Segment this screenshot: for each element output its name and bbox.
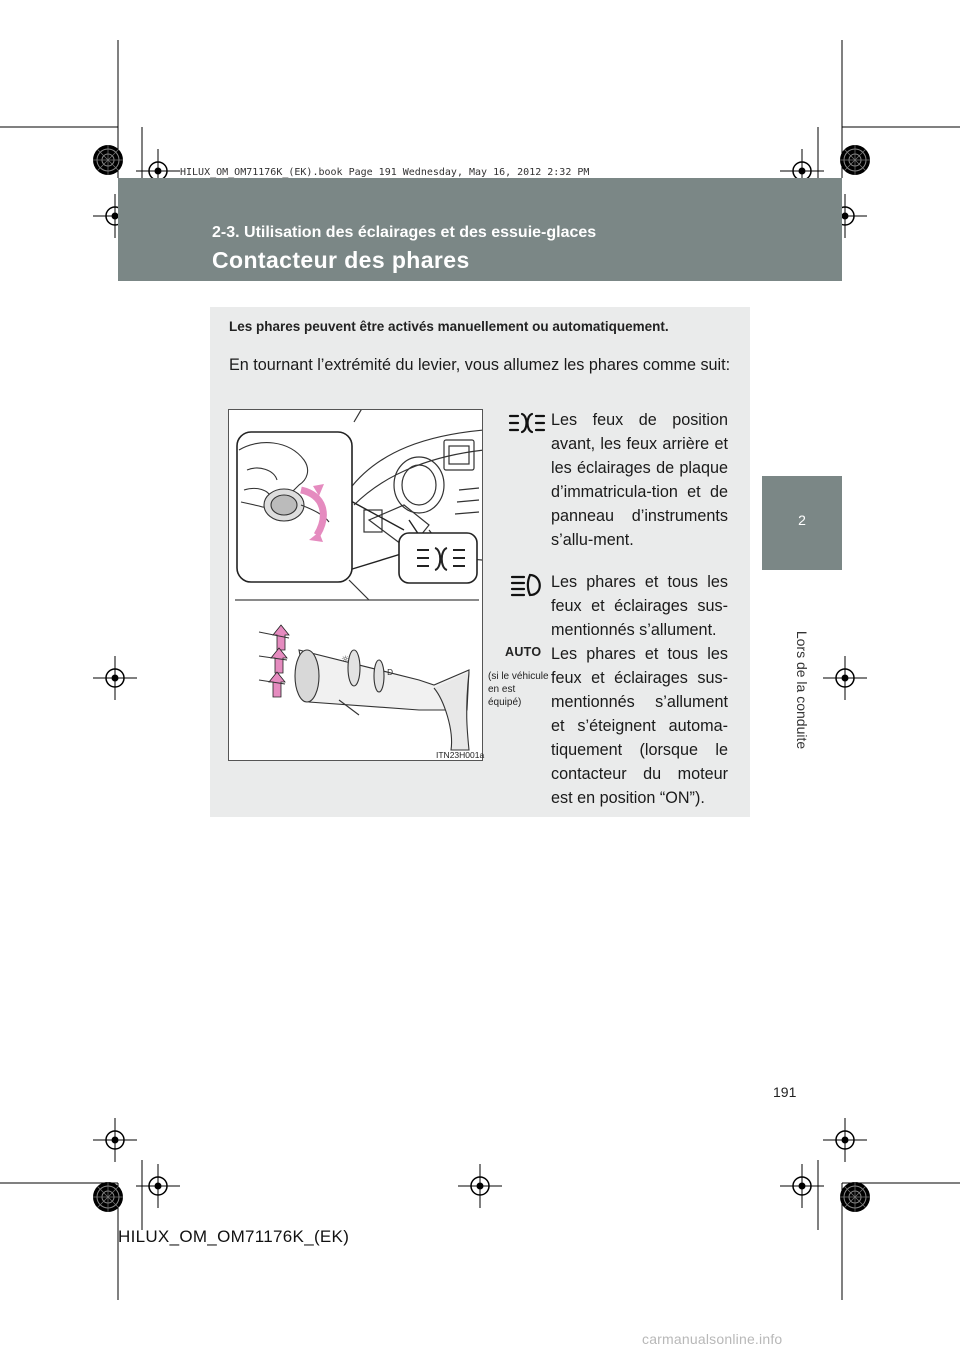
svg-text:D: D <box>387 668 394 677</box>
watermark: carmanualsonline.info <box>642 1331 783 1347</box>
document-code: HILUX_OM_OM71176K_(EK) <box>118 1227 350 1246</box>
chapter-label-box <box>762 570 842 810</box>
lever-illustration-drawing <box>229 410 483 761</box>
page-title: Contacteur des phares <box>212 247 470 273</box>
page-number: 191 <box>773 1084 797 1100</box>
intro-text: En tournant l’extrémité du levier, vous allumez les phares comme suit: <box>229 356 731 374</box>
auto-badge: AUTO <box>505 645 542 659</box>
section-path: 2-3. Utilisation des éclairages et des essuie-glaces <box>212 224 597 241</box>
intro-heading: Les phares peuvent être activés manuellement ou automatiquement. <box>229 319 669 334</box>
svg-text:☼: ☼ <box>341 655 350 665</box>
headlight-icon <box>510 572 546 598</box>
lever-illustration <box>228 409 483 761</box>
chapter-label: Lors de la conduite <box>794 630 810 750</box>
file-stamp: HILUX_OM_OM71176K_(EK).book Page 191 Wednesday, May 16, 2012 2:32 PM <box>180 167 590 178</box>
chapter-number: 2 <box>798 512 806 528</box>
auto-note: (si le véhicule en est équipé) <box>488 671 549 708</box>
parking-lights-icon <box>508 410 546 436</box>
figure-code: ITN23H001a <box>436 750 485 760</box>
mode-description-parking: Les feux de position avant, les feux arrière et les éclairages de plaque d’immatricula-tion et de panneau d’instruments s’allu-ment. <box>551 411 728 549</box>
mode-description-headlights: Les phares et tous les feux et éclairages sus-mentionnés s’allument. <box>551 573 728 639</box>
chapter-tab <box>762 476 842 570</box>
mode-description-auto: Les phares et tous les feux et éclairages sus-mentionnés s’allument et s’éteignent automa-tiquement (lorsque le contacteur du moteur est en position “ON”). <box>551 645 728 807</box>
